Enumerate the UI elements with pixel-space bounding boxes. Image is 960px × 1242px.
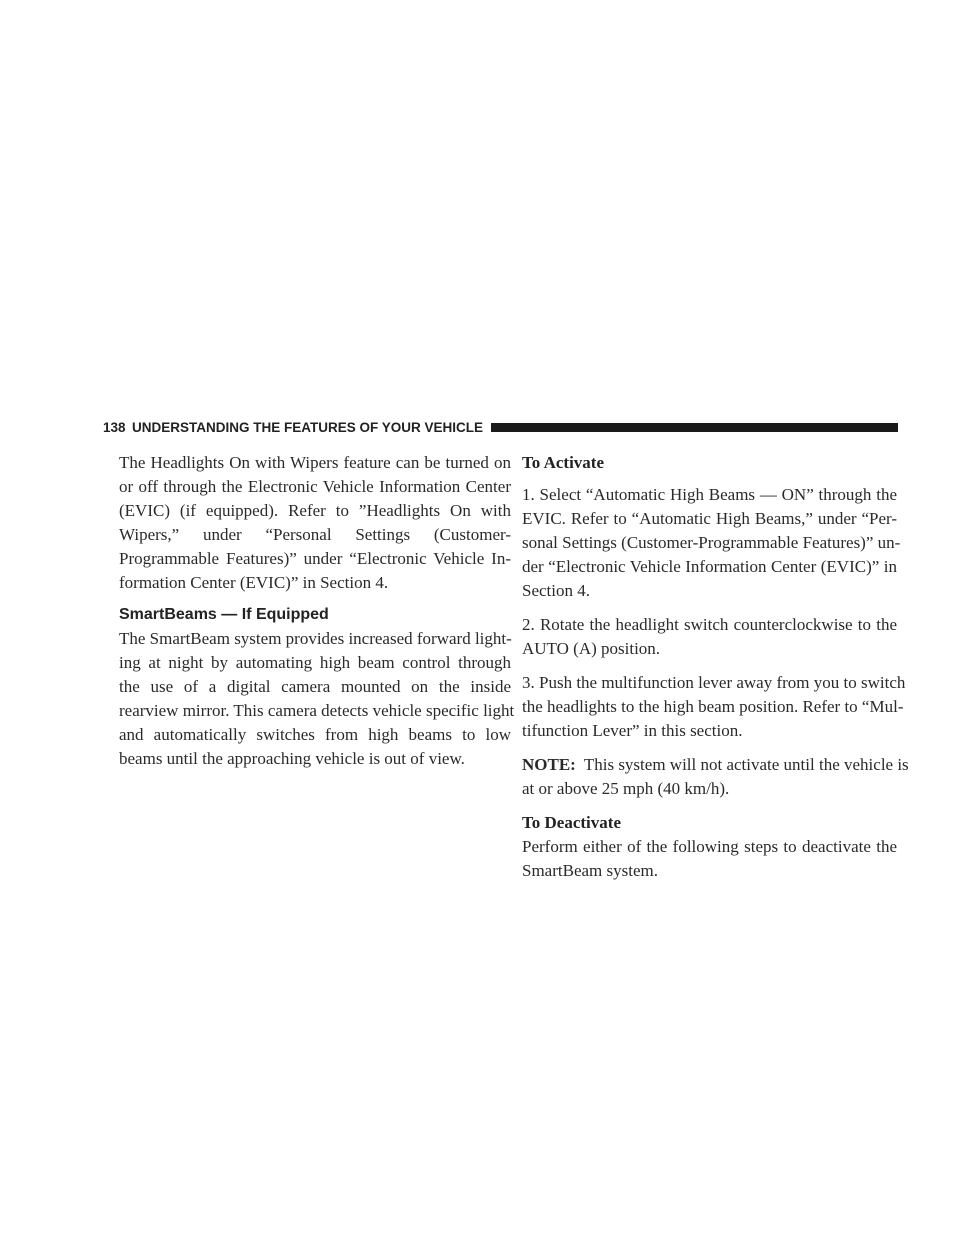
right-column xyxy=(522,451,909,893)
text-line: or off through the Electronic Vehicle Information Center xyxy=(119,477,511,496)
headlights-wipers-paragraph xyxy=(119,451,511,595)
text-line: Perform either of the following steps to deactivate the xyxy=(522,837,897,856)
text-line: formation Center (EVIC)” in Section 4. xyxy=(119,573,389,592)
text-line: (EVIC) (if equipped). Refer to ”Headlights On with xyxy=(119,501,511,520)
activate-step-2 xyxy=(522,613,897,661)
text-line: Section 4. xyxy=(522,581,590,600)
text-line: 3. Push the multifunction lever away from you to switch xyxy=(522,673,906,692)
to-activate-heading: To Activate xyxy=(522,453,605,472)
note-label: NOTE: xyxy=(522,755,576,774)
text-line: tifunction Lever” in this section. xyxy=(522,721,743,740)
to-deactivate-heading: To Deactivate xyxy=(522,813,621,832)
text-line: ing at night by automating high beam control through xyxy=(119,653,511,672)
deactivate-paragraph xyxy=(522,835,897,883)
smartbeams-heading: SmartBeams — If Equipped xyxy=(119,606,329,623)
text-line: beams until the approaching vehicle is out of view. xyxy=(119,749,465,768)
text-line: rearview mirror. This camera detects vehicle specific light xyxy=(119,701,515,720)
text-line: The SmartBeam system provides increased forward light- xyxy=(119,629,512,648)
text-line xyxy=(522,753,909,777)
text-line: the headlights to the high beam position. Refer to “Mul- xyxy=(522,697,904,716)
text-line: and automatically switches from high beams to low xyxy=(119,725,511,744)
text-line: EVIC. Refer to “Automatic High Beams,” under “Per- xyxy=(522,509,897,528)
note-text: This system will not activate until the vehicle is xyxy=(583,755,909,774)
text-line: 1. Select “Automatic High Beams — ON” through the xyxy=(522,485,897,504)
activate-step-1 xyxy=(522,483,901,603)
section-title: UNDERSTANDING THE FEATURES OF YOUR VEHICLE xyxy=(132,420,484,435)
page-number: 138 xyxy=(103,420,126,435)
text-line: SmartBeam system. xyxy=(522,861,658,880)
note-paragraph xyxy=(522,753,909,801)
text-line: at or above 25 mph (40 km/h). xyxy=(522,779,730,798)
left-column xyxy=(119,451,515,781)
activate-step-3 xyxy=(522,671,906,743)
page-header xyxy=(103,419,898,437)
smartbeams-paragraph xyxy=(119,627,515,771)
text-line: der “Electronic Vehicle Information Center (EVIC)” in xyxy=(522,557,897,576)
text-line: The Headlights On with Wipers feature can be turned on xyxy=(119,453,511,472)
text-line: 2. Rotate the headlight switch counterclockwise to the xyxy=(522,615,897,634)
header-rule xyxy=(491,423,898,432)
text-line: Wipers,” under “Personal Settings (Customer- xyxy=(119,525,511,544)
text-line: the use of a digital camera mounted on the inside xyxy=(119,677,511,696)
text-line: Programmable Features)” under “Electronic Vehicle In- xyxy=(119,549,511,568)
text-line: AUTO (A) position. xyxy=(522,639,661,658)
text-line: sonal Settings (Customer-Programmable Features)” un- xyxy=(522,533,901,552)
